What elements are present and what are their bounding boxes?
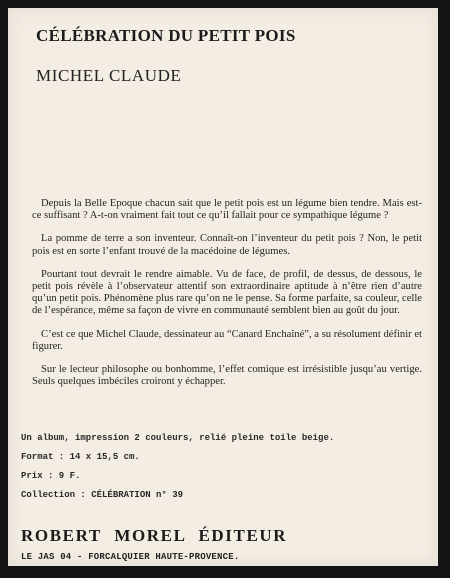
body-paragraph: Pourtant tout devrait le rendre aimable. Vu de face, de profil, de dessus, de dessous, le petit pois révèle à l’observateur attentif son extraordinaire aptitude à n’être rien d’autre qu’un petit pois. Phénomène plus rare qu’on ne le pense. Sa forme parfaite, sa couleur, celle de l’espérance, même sa façon de vivre en communauté semblent bien au goût du jour. [32, 268, 422, 317]
publisher-name: ROBERT MOREL ÉDITEUR [21, 526, 288, 545]
body-paragraph: Sur le lecteur philosophe ou bonhomme, l’effet comique est irrésistible jusqu’au vertige. Seuls quelques imbéciles croiront y échapper. [32, 364, 422, 388]
body-paragraph: La pomme de terre a son inventeur. Connaît-on l’inventeur du petit pois ? Non, le petit pois est en sorte l’enfant trouvé de la macédoine de légumes. [32, 233, 422, 257]
book-details [21, 433, 334, 509]
price-line: Prix : 9 F. [21, 471, 81, 481]
collection-line: Collection : CÉLÉBRATION n° 39 [21, 490, 184, 500]
author-name: MICHEL CLAUDE [36, 66, 182, 85]
publisher-address: LE JAS 04 - FORCALQUIER HAUTE-PROVENCE. [21, 552, 240, 562]
format-line: Format : 14 x 15,5 cm. [21, 452, 140, 462]
page-sheet [8, 8, 438, 566]
page-title: CÉLÉBRATION DU PETIT POIS [36, 26, 296, 45]
body-paragraph: Depuis la Belle Epoque chacun sait que le petit pois est un légume bien tendre. Mais est-ce suffisant ? A-t-on vraiment fait tout ce qu’il fallait pour ce sympathique légume ? [32, 198, 422, 222]
album-description: Un album, impression 2 couleurs, relié pleine toile beige. [21, 433, 335, 443]
body-text [32, 198, 422, 399]
body-paragraph: C’est ce que Michel Claude, dessinateur au “Canard Enchaîné”, a su résolument définir et figurer. [32, 328, 422, 352]
